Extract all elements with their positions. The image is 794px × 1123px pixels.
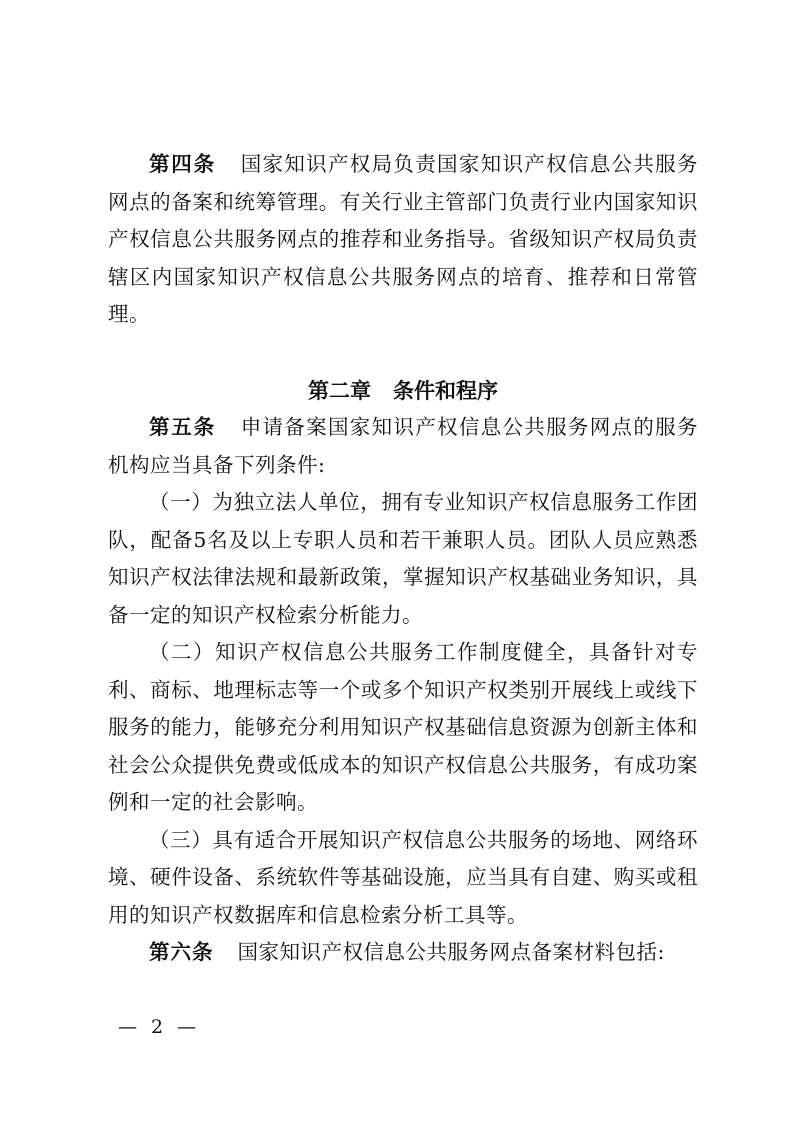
article-5-intro	[108, 409, 698, 484]
chapter-number: 第二章	[308, 378, 371, 403]
article-4	[108, 146, 698, 334]
article-6-paragraph	[108, 934, 698, 972]
article-5-item-2: （二）知识产权信息公共服务工作制度健全，具备针对专利、商标、地理标志等一个或多个知识产权类别开展线上或线下服务的能力，能够充分利用知识产权基础信息资源为创新主体和社会公众提供免费或低成本的知识产权信息公共服务，有成功案例和一定的社会影响。	[108, 640, 698, 814]
article-6-text: 国家知识产权信息公共服务网点备案材料包括:	[237, 940, 665, 964]
chapter-heading	[108, 372, 698, 409]
article-5-text: 申请备案国家知识产权信息公共服务网点的服务机构应当具备下列条件:	[108, 415, 698, 477]
article-5-heading: 第五条	[149, 415, 216, 439]
article-5	[108, 409, 698, 934]
article-4-paragraph	[108, 146, 698, 334]
page-number: — 2 —	[118, 1016, 201, 1038]
article-6-heading: 第六条	[149, 940, 214, 964]
article-4-heading: 第四条	[149, 152, 216, 176]
article-5-item-1: （一）为独立法人单位，拥有专业知识产权信息服务工作团队，配备5名及以上专职人员和若干兼职人员。团队人员应熟悉知识产权法律法规和最新政策，掌握知识产权基础业务知识，具备一定的知识产权检索分析能力。	[108, 490, 698, 627]
article-6	[108, 934, 698, 972]
chapter-title: 条件和程序	[393, 378, 498, 403]
article-4-text: 国家知识产权局负责国家知识产权信息公共服务网点的备案和统筹管理。有关行业主管部门负责行业内国家知识产权信息公共服务网点的推荐和业务指导。省级知识产权局负责辖区内国家知识产权信息公共服务网点的培育、推荐和日常管理。	[108, 152, 698, 326]
article-5-item-3: （三）具有适合开展知识产权信息公共服务的场地、网络环境、硬件设备、系统软件等基础设施，应当具有自建、购买或租用的知识产权数据库和信息检索分析工具等。	[108, 827, 698, 927]
